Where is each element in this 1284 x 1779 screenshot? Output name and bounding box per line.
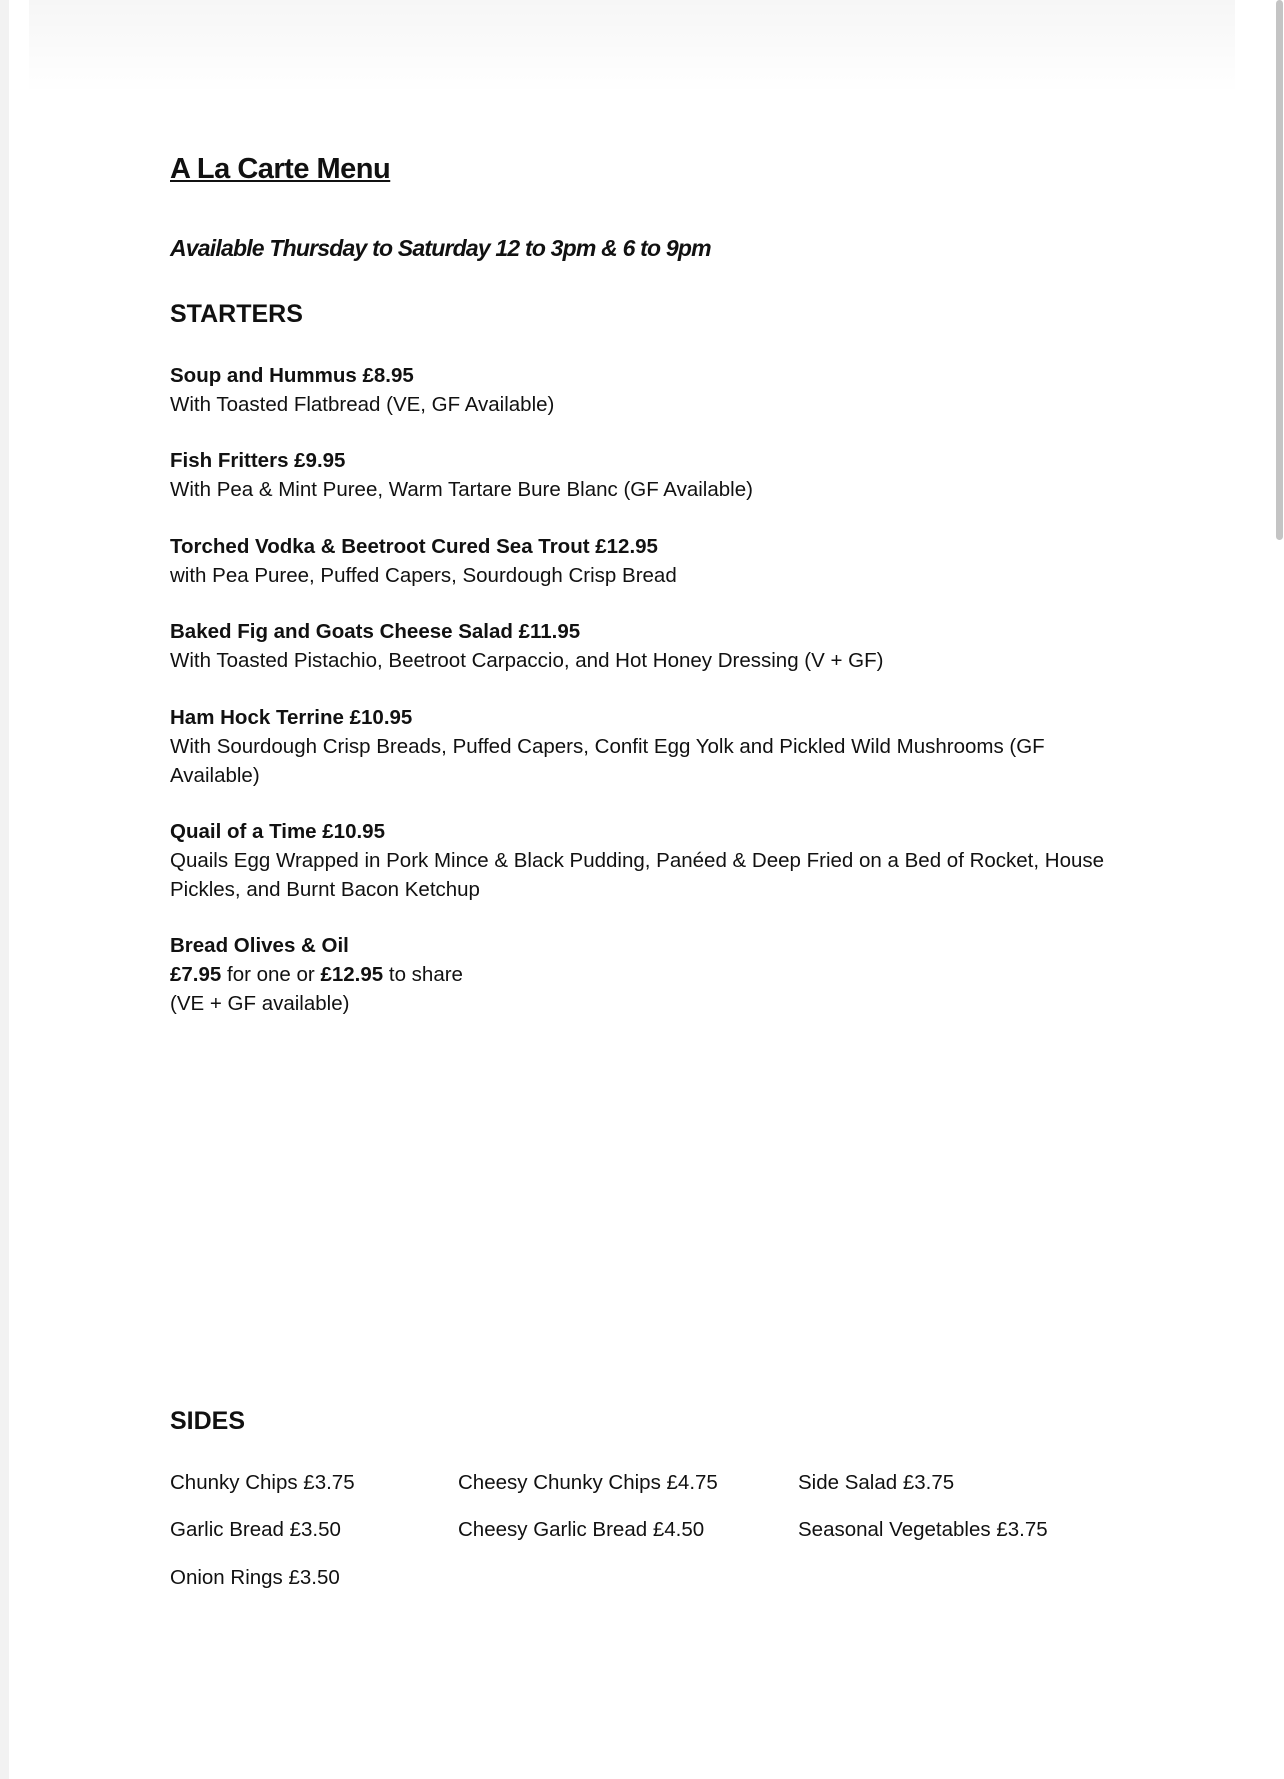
side-item: Onion Rings £3.50 [170,1566,340,1589]
starter-item [170,446,1150,504]
starter-name: Baked Fig and Goats Cheese Salad £11.95 [170,620,581,643]
starter-item [170,703,1130,790]
starter-description: With Toasted Flatbread (VE, GF Available) [170,393,555,416]
starter-name: Quail of a Time £10.95 [170,820,385,843]
starter-description: With Pea & Mint Puree, Warm Tartare Bure Blanc (GF Available) [170,478,753,501]
starter-name: Torched Vodka & Beetroot Cured Sea Trout £12.95 [170,535,658,558]
starter-description: Quails Egg Wrapped in Pork Mince & Black Pudding, Panéed & Deep Fried on a Bed of Rocket, House Pickles, and Burnt Bacon Ketchup [170,849,1105,901]
starter-name: Soup and Hummus £8.95 [170,364,414,387]
starter-item [170,617,1150,675]
starter-description: With Sourdough Crisp Breads, Puffed Capers, Confit Egg Yolk and Pickled Wild Mushrooms (GF Available) [170,735,1045,787]
starter-description: with Pea Puree, Puffed Capers, Sourdough Crisp Bread [170,564,677,587]
side-item: Garlic Bread £3.50 [170,1518,341,1541]
side-item: Cheesy Garlic Bread £4.50 [458,1518,705,1541]
starter-item [170,532,1150,590]
sides-heading: SIDES [170,1407,246,1435]
bread-text-one: for one or [227,963,315,986]
bread-name: Bread Olives & Oil [170,934,349,957]
side-item: Chunky Chips £3.75 [170,1471,355,1494]
starters-heading: STARTERS [170,300,303,328]
bread-note: (VE + GF available) [170,992,350,1015]
bread-text-share: to share [388,963,463,986]
starter-name: Ham Hock Terrine £10.95 [170,706,413,729]
menu-page [9,0,1275,1779]
side-item: Cheesy Chunky Chips £4.75 [458,1471,718,1494]
starter-item [170,817,1150,904]
starter-item [170,361,1150,419]
availability-note: Available Thursday to Saturday 12 to 3pm & 6 to 9pm [170,235,711,261]
scrollbar-thumb[interactable] [1276,0,1283,540]
vertical-scrollbar[interactable] [1275,0,1284,1779]
bread-item [170,931,1150,1018]
starter-description: With Toasted Pistachio, Beetroot Carpaccio, and Hot Honey Dressing (V + GF) [170,649,884,672]
side-item: Seasonal Vegetables £3.75 [798,1518,1048,1541]
menu-title: A La Carte Menu [170,153,391,185]
bread-price-one: £7.95 [170,963,222,986]
bread-price-share: £12.95 [320,963,384,986]
page-shadow [29,0,1235,95]
starter-name: Fish Fritters £9.95 [170,449,346,472]
side-item: Side Salad £3.75 [798,1471,955,1494]
bread-pricing [170,960,1150,989]
